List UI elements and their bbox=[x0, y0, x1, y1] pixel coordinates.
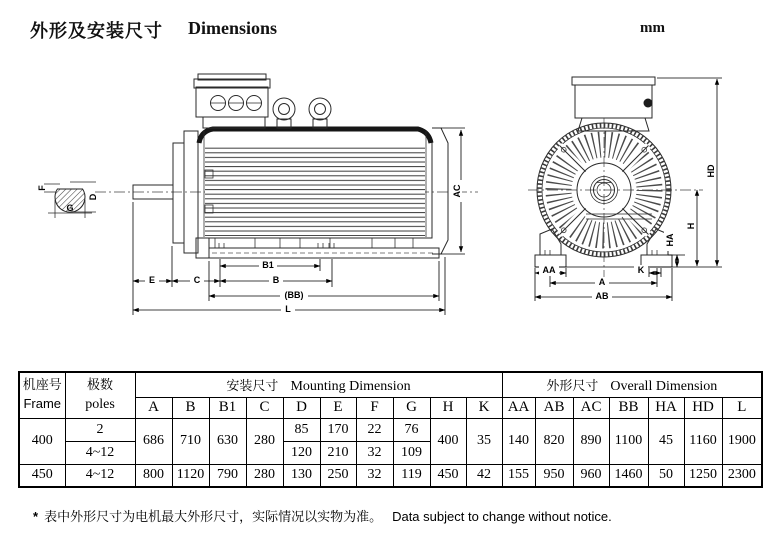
cell-450-h: 450 bbox=[430, 464, 466, 487]
col-l: L bbox=[722, 397, 762, 418]
cell-400-2-e: 170 bbox=[320, 418, 356, 441]
cell-450-l: 2300 bbox=[722, 464, 762, 487]
col-k: K bbox=[466, 397, 502, 418]
cell-400-ab: 820 bbox=[535, 418, 573, 464]
footnote-en: Data subject to change without notice. bbox=[392, 509, 612, 524]
row-frame-450 bbox=[19, 464, 762, 487]
cell-poles-2: 2 bbox=[65, 418, 135, 441]
cell-400-aa: 140 bbox=[502, 418, 535, 464]
cell-450-k: 42 bbox=[466, 464, 502, 487]
cell-400-hd: 1160 bbox=[684, 418, 722, 464]
dim-label-l: L bbox=[285, 304, 291, 314]
page-title-zh: 外形及安装尺寸 bbox=[30, 21, 163, 41]
dim-label-aa: AA bbox=[542, 265, 556, 275]
cell-450-f: 32 bbox=[356, 464, 393, 487]
dimension-table bbox=[18, 371, 763, 488]
cell-poles-4-12: 4~12 bbox=[65, 441, 135, 464]
row-frame-400-poles-2 bbox=[19, 418, 762, 441]
header-frame: 机座号 Frame bbox=[19, 372, 65, 418]
dim-label-b: B bbox=[272, 275, 280, 285]
terminal-box bbox=[194, 74, 270, 128]
cell-400-bb: 1100 bbox=[609, 418, 648, 464]
col-ab: AB bbox=[535, 397, 573, 418]
dim-label-ha: HA bbox=[665, 233, 675, 247]
dim-label-ac: AC bbox=[452, 184, 462, 198]
cell-400-b1: 630 bbox=[209, 418, 246, 464]
dim-label-k: K bbox=[637, 265, 645, 275]
cell-450-aa: 155 bbox=[502, 464, 535, 487]
col-e: E bbox=[320, 397, 356, 418]
cell-frame-400: 400 bbox=[19, 418, 65, 464]
fan-cowl bbox=[432, 128, 448, 254]
dim-label-e: E bbox=[148, 275, 156, 285]
cell-400-ac: 890 bbox=[573, 418, 609, 464]
unit-label: mm bbox=[640, 20, 665, 36]
col-hd: HD bbox=[684, 397, 722, 418]
col-bb: BB bbox=[609, 397, 648, 418]
cell-400-412-g: 109 bbox=[393, 441, 430, 464]
header-overall: 外形尺寸 Overall Dimension bbox=[502, 372, 762, 397]
front-terminal-box bbox=[572, 77, 655, 131]
front-view bbox=[528, 77, 722, 302]
page-title-en: Dimensions bbox=[188, 18, 278, 38]
cell-450-d: 130 bbox=[283, 464, 320, 487]
motor-feet bbox=[196, 238, 439, 258]
cell-400-412-e: 210 bbox=[320, 441, 356, 464]
dim-label-hd: HD bbox=[706, 164, 716, 178]
cell-450-ac: 960 bbox=[573, 464, 609, 487]
col-aa: AA bbox=[502, 397, 535, 418]
dim-label-d: D bbox=[88, 193, 98, 201]
col-ac: AC bbox=[573, 397, 609, 418]
cell-400-2-f: 22 bbox=[356, 418, 393, 441]
dim-label-a: A bbox=[598, 277, 606, 287]
cell-400-c: 280 bbox=[246, 418, 283, 464]
footnote bbox=[33, 506, 612, 525]
dim-label-b1: B1 bbox=[262, 260, 274, 270]
cell-450-c: 280 bbox=[246, 464, 283, 487]
cell-450-hd: 1250 bbox=[684, 464, 722, 487]
lifting-eyes bbox=[273, 98, 331, 128]
cell-450-bb: 1460 bbox=[609, 464, 648, 487]
cell-450-b1: 790 bbox=[209, 464, 246, 487]
dim-label-c: C bbox=[193, 275, 201, 285]
dim-label-g: G bbox=[66, 203, 74, 213]
cell-400-a: 686 bbox=[135, 418, 172, 464]
cell-frame-450: 450 bbox=[19, 464, 65, 487]
col-a: A bbox=[135, 397, 172, 418]
footnote-zh: 表中外形尺寸为电机最大外形尺寸，实际情况以实物为准。 bbox=[44, 509, 383, 524]
cell-400-412-d: 120 bbox=[283, 441, 320, 464]
col-h: H bbox=[430, 397, 466, 418]
cell-450-poles: 4~12 bbox=[65, 464, 135, 487]
cell-400-b: 710 bbox=[172, 418, 209, 464]
cell-450-b: 1120 bbox=[172, 464, 209, 487]
cell-400-h: 400 bbox=[430, 418, 466, 464]
footnote-asterisk: * bbox=[33, 509, 39, 524]
cell-400-2-d: 85 bbox=[283, 418, 320, 441]
header-mounting: 安装尺寸 Mounting Dimension bbox=[135, 372, 502, 397]
cell-450-ab: 950 bbox=[535, 464, 573, 487]
col-ha: HA bbox=[648, 397, 684, 418]
col-f: F bbox=[356, 397, 393, 418]
cell-400-ha: 45 bbox=[648, 418, 684, 464]
shaft-section-detail bbox=[37, 182, 98, 218]
cell-400-k: 35 bbox=[466, 418, 502, 464]
col-c: C bbox=[246, 397, 283, 418]
cell-450-g: 119 bbox=[393, 464, 430, 487]
col-b: B bbox=[172, 397, 209, 418]
cell-450-a: 800 bbox=[135, 464, 172, 487]
col-d: D bbox=[283, 397, 320, 418]
cooling-ribs bbox=[205, 146, 425, 236]
cell-400-412-f: 32 bbox=[356, 441, 393, 464]
cell-400-2-g: 76 bbox=[393, 418, 430, 441]
dim-label-ab: AB bbox=[595, 291, 609, 301]
col-g: G bbox=[393, 397, 430, 418]
side-view bbox=[37, 74, 478, 315]
header-poles: 极数 poles bbox=[65, 372, 135, 418]
cell-400-l: 1900 bbox=[722, 418, 762, 464]
cell-450-e: 250 bbox=[320, 464, 356, 487]
col-b1: B1 bbox=[209, 397, 246, 418]
cell-450-ha: 50 bbox=[648, 464, 684, 487]
dim-label-f: F bbox=[37, 185, 47, 191]
dim-label-h: H bbox=[686, 222, 696, 230]
dim-label-bb: (BB) bbox=[284, 290, 304, 300]
